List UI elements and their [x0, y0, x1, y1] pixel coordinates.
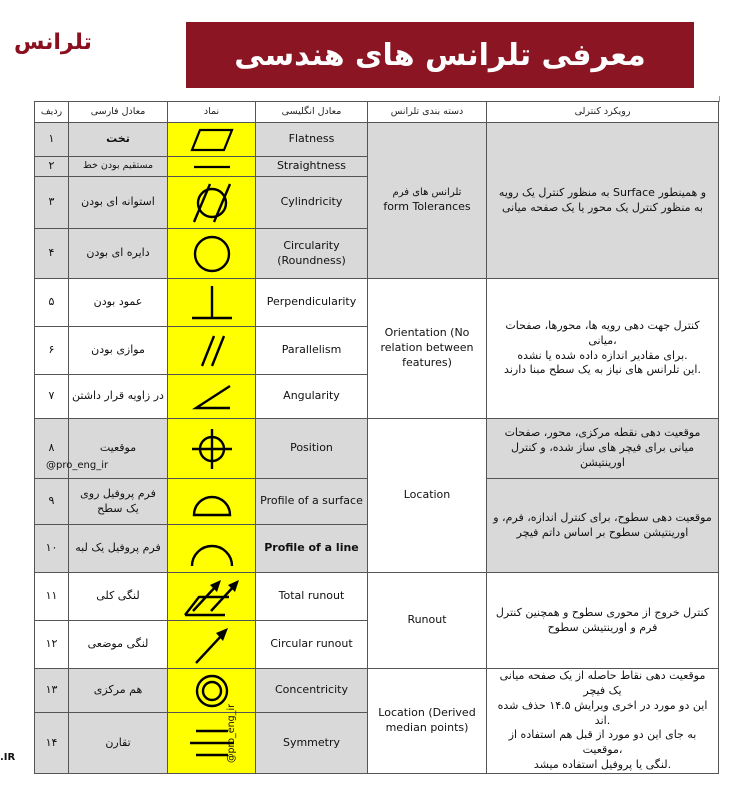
header-control: رویکرد کنترلی: [487, 102, 719, 123]
watermark-vertical: [225, 700, 248, 770]
english-name: Profile of a surface: [256, 479, 368, 525]
watermark-corner: .IR: [0, 752, 16, 763]
table-row: [35, 419, 719, 479]
row-number: ۹: [35, 479, 69, 525]
page-title: [186, 22, 694, 88]
circular-runout-icon: [168, 621, 256, 669]
english-name: Flatness: [256, 123, 368, 157]
english-name: Position: [256, 419, 368, 479]
corner-title: تلرانس: [14, 30, 92, 55]
row-number: ۴: [35, 229, 69, 279]
flatness-icon: [168, 123, 256, 157]
persian-name: فرم پروفیل یک لبه: [69, 525, 168, 573]
english-name: Symmetry: [256, 713, 368, 774]
banner-title-text: معرفی تلرانس های هندسی: [234, 37, 646, 73]
row-number: ۲: [35, 157, 69, 177]
parallelism-icon: [168, 327, 256, 375]
english-name: Concentricity: [256, 669, 368, 713]
persian-name: موقعیت: [69, 419, 168, 479]
control-orientation: [487, 279, 719, 419]
table-row: [35, 573, 719, 621]
category-form-en: form Tolerances: [383, 199, 471, 213]
cylindricity-icon: [168, 177, 256, 229]
persian-name: در زاویه قرار داشتن: [69, 375, 168, 419]
english-name: Circularity (Roundness): [256, 229, 368, 279]
category-form: [368, 123, 487, 279]
category-form-fa: تلرانس های فرم: [392, 187, 462, 199]
straightness-icon: [168, 157, 256, 177]
position-icon: [168, 419, 256, 479]
row-number: ۱۲: [35, 621, 69, 669]
row-number: ۱: [35, 123, 69, 157]
table-row: [35, 279, 719, 327]
header-row: [35, 102, 719, 123]
control-derived: [487, 669, 719, 774]
persian-name: لنگی موضعی: [69, 621, 168, 669]
persian-name: تخت: [69, 123, 168, 157]
persian-name: فرم پروفیل روی یک سطح: [69, 479, 168, 525]
row-number: ۳: [35, 177, 69, 229]
control-position: موقعیت دهی نقطه مرکزی، محور، صفحات میانی برای فیچر های ساز شده، و کنترل اورینتیشن: [487, 419, 719, 479]
row-number: ۱۱: [35, 573, 69, 621]
control-derived-line: موقعیت دهی نقاط حاصله از یک صفحه میانی یک فیچر: [499, 669, 706, 697]
english-name: Parallelism: [256, 327, 368, 375]
table-row: [35, 123, 719, 157]
watermark-handle: @pro_eng_ir: [46, 460, 109, 471]
category-runout: Runout: [368, 573, 487, 669]
persian-name: مستقیم بودن خط: [69, 157, 168, 177]
english-name: Perpendicularity: [256, 279, 368, 327]
control-derived-line: این دو مورد در اخری ویرایش ۱۴.۵ حذف شده اند.: [497, 698, 708, 727]
category-location-derived: Location (Derived median points): [368, 669, 487, 774]
row-number: ۸: [35, 419, 69, 479]
watermark-vertical-text: @pro_eng_ir: [225, 704, 237, 763]
english-name: Straightness: [256, 157, 368, 177]
row-number: ۶: [35, 327, 69, 375]
angularity-icon: [168, 375, 256, 419]
profile-line-icon: [168, 525, 256, 573]
header-row-no: ردیف: [35, 102, 69, 123]
persian-name: عمود بودن: [69, 279, 168, 327]
control-orientation-line: کنترل جهت دهی رویه ها، محورها، صفحات میانی،: [505, 318, 700, 347]
header-symbol: نماد: [168, 102, 256, 123]
english-name: Angularity: [256, 375, 368, 419]
control-profile: موقعیت دهی سطوح، برای کنترل اندازه، فرم، و اورینتیشن سطوح بر اساس داتم فیچر: [487, 479, 719, 573]
persian-name: موازی بودن: [69, 327, 168, 375]
header-english: معادل انگلیسی: [256, 102, 368, 123]
total-runout-icon: [168, 573, 256, 621]
header-persian: معادل فارسی: [69, 102, 168, 123]
english-name: Profile of a line: [256, 525, 368, 573]
english-name: Circular runout: [256, 621, 368, 669]
persian-name: لنگی کلی: [69, 573, 168, 621]
profile-surface-icon: [168, 479, 256, 525]
row-number: ۵: [35, 279, 69, 327]
persian-name: دایره ای بودن: [69, 229, 168, 279]
control-derived-line: به جای این دو مورد از قبل هم استفاده از موقعیت،: [508, 728, 697, 757]
divider: [719, 96, 720, 102]
header-category: دسته بندی تلرانس: [368, 102, 487, 123]
table-row: [35, 669, 719, 713]
perpendicularity-icon: [168, 279, 256, 327]
persian-name: استوانه ای بودن: [69, 177, 168, 229]
persian-name: هم مرکزی: [69, 669, 168, 713]
category-orientation: Orientation (No relation between features): [368, 279, 487, 419]
row-number: ۱۰: [35, 525, 69, 573]
control-derived-line: لنگی یا پروفیل استفاده میشد.: [533, 758, 672, 772]
english-name: Total runout: [256, 573, 368, 621]
row-number: ۱۴: [35, 713, 69, 774]
row-number: ۱۳: [35, 669, 69, 713]
control-orientation-line: این تلرانس های نیاز به یک سطح مبنا دارند.: [504, 363, 701, 377]
category-location: Location: [368, 419, 487, 573]
tolerance-table: [34, 101, 719, 774]
control-orientation-line: برای مقادیر اندازه داده شده یا نشده.: [517, 348, 688, 362]
circularity-icon: [168, 229, 256, 279]
english-name: Cylindricity: [256, 177, 368, 229]
control-form: به منظور کنترل یک رویه Surface و همینطور به منظور کنترل یک محور یا یک صفحه میانی: [487, 123, 719, 279]
row-number: ۷: [35, 375, 69, 419]
control-runout: کنترل خروج از محوری سطوح و همچنین کنترل فرم و اورینتیشن سطوح: [487, 573, 719, 669]
persian-name: تقارن: [69, 713, 168, 774]
